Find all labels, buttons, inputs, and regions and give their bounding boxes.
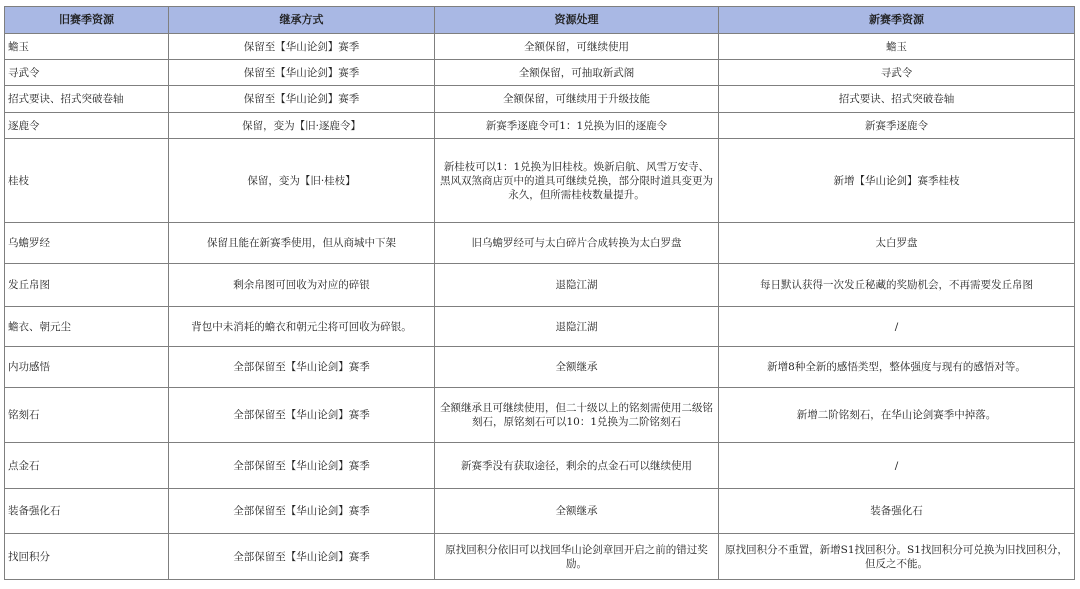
inherit-method-cell: 保留且能在新赛季使用，但从商城中下架 xyxy=(169,223,435,264)
inherit-method-cell: 保留，变为【旧·逐鹿令】 xyxy=(169,113,435,139)
old-resource-cell: 蟾衣、朝元尘 xyxy=(5,307,169,347)
table-row xyxy=(5,223,1075,264)
header-old-resource: 旧赛季资源 xyxy=(5,7,169,34)
inherit-method-cell: 全部保留至【华山论剑】赛季 xyxy=(169,347,435,388)
new-resource-cell: 招式要诀、招式突破卷轴 xyxy=(719,86,1075,113)
resource-handling-cell: 全额继承且可继续使用，但二十级以上的铭刻需使用二级铭刻石，原铭刻石可以10：1兑换为二阶铭刻石 xyxy=(435,388,719,443)
old-resource-cell: 招式要诀、招式突破卷轴 xyxy=(5,86,169,113)
inherit-method-cell: 全部保留至【华山论剑】赛季 xyxy=(169,388,435,443)
table-row xyxy=(5,388,1075,443)
resource-handling-cell: 退隐江湖 xyxy=(435,264,719,307)
table-row xyxy=(5,489,1075,534)
new-resource-cell: 新增8种全新的感悟类型，整体强度与现有的感悟对等。 xyxy=(719,347,1075,388)
inherit-method-cell: 保留至【华山论剑】赛季 xyxy=(169,86,435,113)
header-row xyxy=(5,7,1075,34)
table-row xyxy=(5,34,1075,60)
resource-handling-cell: 新赛季没有获取途径，剩余的点金石可以继续使用 xyxy=(435,443,719,489)
resource-handling-cell: 全额保留，可继续使用 xyxy=(435,34,719,60)
new-resource-cell: 新增【华山论剑】赛季桂枝 xyxy=(719,139,1075,223)
old-resource-cell: 逐鹿令 xyxy=(5,113,169,139)
inherit-method-cell: 保留至【华山论剑】赛季 xyxy=(169,34,435,60)
resource-handling-cell: 旧乌蟾罗经可与太白碎片合成转换为太白罗盘 xyxy=(435,223,719,264)
inherit-method-cell: 保留，变为【旧·桂枝】 xyxy=(169,139,435,223)
table-row xyxy=(5,139,1075,223)
new-resource-cell: 蟾玉 xyxy=(719,34,1075,60)
old-resource-cell: 发丘帛图 xyxy=(5,264,169,307)
new-resource-cell: 原找回积分不重置，新增S1找回积分。S1找回积分可兑换为旧找回积分，但反之不能。 xyxy=(719,534,1075,580)
resource-handling-cell: 新桂枝可以1：1兑换为旧桂枝。焕新启航、风雪万安寺、黑风双煞商店页中的道具可继续兑换，部分限时道具变更为永久，但所需桂枝数量提升。 xyxy=(435,139,719,223)
resource-handling-cell: 全额继承 xyxy=(435,489,719,534)
new-resource-cell: 太白罗盘 xyxy=(719,223,1075,264)
inherit-method-cell: 剩余帛图可回收为对应的碎银 xyxy=(169,264,435,307)
old-resource-cell: 点金石 xyxy=(5,443,169,489)
old-resource-cell: 寻武令 xyxy=(5,60,169,86)
resource-handling-cell: 原找回积分依旧可以找回华山论剑章回开启之前的错过奖励。 xyxy=(435,534,719,580)
old-resource-cell: 内功感悟 xyxy=(5,347,169,388)
new-resource-cell: 每日默认获得一次发丘秘藏的奖励机会，不再需要发丘帛图 xyxy=(719,264,1075,307)
header-new-resource: 新赛季资源 xyxy=(719,7,1075,34)
old-resource-cell: 装备强化石 xyxy=(5,489,169,534)
table-row xyxy=(5,86,1075,113)
old-resource-cell: 铭刻石 xyxy=(5,388,169,443)
new-resource-cell: 新赛季逐鹿令 xyxy=(719,113,1075,139)
new-resource-cell: 寻武令 xyxy=(719,60,1075,86)
table-row xyxy=(5,534,1075,580)
new-resource-cell: 新增二阶铭刻石，在华山论剑赛季中掉落。 xyxy=(719,388,1075,443)
table-row xyxy=(5,60,1075,86)
inherit-method-cell: 全部保留至【华山论剑】赛季 xyxy=(169,534,435,580)
inherit-method-cell: 背包中未消耗的蟾衣和朝元尘将可回收为碎银。 xyxy=(169,307,435,347)
old-resource-cell: 乌蟾罗经 xyxy=(5,223,169,264)
inherit-method-cell: 保留至【华山论剑】赛季 xyxy=(169,60,435,86)
table-row xyxy=(5,347,1075,388)
inherit-method-cell: 全部保留至【华山论剑】赛季 xyxy=(169,443,435,489)
new-resource-cell: 装备强化石 xyxy=(719,489,1075,534)
resource-handling-cell: 退隐江湖 xyxy=(435,307,719,347)
resource-handling-cell: 全额保留，可继续用于升级技能 xyxy=(435,86,719,113)
new-resource-cell: / xyxy=(719,443,1075,489)
resource-handling-cell: 全额继承 xyxy=(435,347,719,388)
resource-handling-cell: 新赛季逐鹿令可1：1兑换为旧的逐鹿令 xyxy=(435,113,719,139)
old-resource-cell: 蟾玉 xyxy=(5,34,169,60)
old-resource-cell: 找回积分 xyxy=(5,534,169,580)
header-inherit-method: 继承方式 xyxy=(169,7,435,34)
table-row xyxy=(5,443,1075,489)
old-resource-cell: 桂枝 xyxy=(5,139,169,223)
table-row xyxy=(5,307,1075,347)
table-row xyxy=(5,264,1075,307)
header-resource-handling: 资源处理 xyxy=(435,7,719,34)
season-resource-table xyxy=(4,6,1075,580)
table-row xyxy=(5,113,1075,139)
inherit-method-cell: 全部保留至【华山论剑】赛季 xyxy=(169,489,435,534)
new-resource-cell: / xyxy=(719,307,1075,347)
resource-handling-cell: 全额保留，可抽取新武阁 xyxy=(435,60,719,86)
